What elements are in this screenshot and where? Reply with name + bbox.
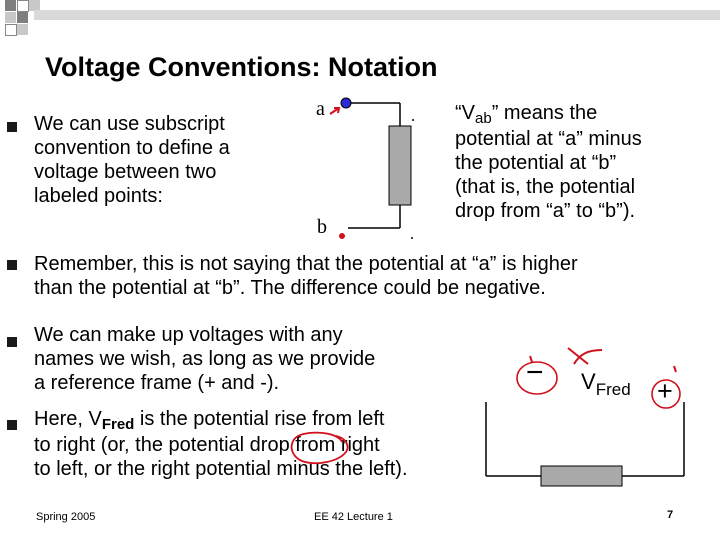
bullet-4-rest: is the potential rise from left xyxy=(134,408,385,430)
vfred-label xyxy=(581,369,631,399)
decor-square xyxy=(17,12,28,23)
bullet-3-line: We can make up voltages with any xyxy=(34,324,343,346)
bullet-3-text xyxy=(34,323,375,395)
bullet-marker xyxy=(7,337,17,347)
header-rule xyxy=(34,10,720,20)
ink-tick xyxy=(674,366,676,372)
stray-dot xyxy=(412,119,414,121)
circuit-vfred-diagram xyxy=(480,330,715,500)
vfred-v: V xyxy=(581,369,596,394)
vab-line-1 xyxy=(455,101,642,127)
vab-explanation xyxy=(455,101,642,223)
vab-means: ” means the xyxy=(491,102,598,124)
decor-square xyxy=(5,12,16,23)
bullet-marker xyxy=(7,122,17,132)
bullet-3-line: names we wish, as long as we provide xyxy=(34,348,376,370)
ink-dot-b xyxy=(339,233,345,239)
resistor xyxy=(389,126,411,205)
bullet-2-line: Remember, this is not saying that the potential at “a” is higher xyxy=(34,253,578,275)
bullet-1-line: convention to define a xyxy=(34,137,230,159)
node-a-label: a xyxy=(316,98,325,120)
circuit-vfred-wires xyxy=(486,402,684,476)
vab-line: (that is, the potential xyxy=(455,176,636,198)
bullet-4-prefix: Here, V xyxy=(34,408,102,430)
bullet-1-text xyxy=(34,112,230,208)
vfred-subscript: Fred xyxy=(101,416,135,433)
stray-dot xyxy=(411,237,413,239)
bullet-2-text xyxy=(34,252,578,300)
footer-course: EE 42 Lecture 1 xyxy=(314,511,393,523)
decor-square xyxy=(17,24,28,35)
bullet-marker xyxy=(7,260,17,270)
bullet-4-line: to left, or the right potential minus the left). xyxy=(34,458,408,480)
bullet-1-line: voltage between two xyxy=(34,161,217,183)
decor-square xyxy=(5,0,16,11)
vfred-label-subscript: Fred xyxy=(595,380,631,399)
vab-subscript: ab xyxy=(475,110,492,127)
ink-circle-annotation xyxy=(286,428,356,468)
decor-square xyxy=(5,24,17,36)
bullet-3-line: a reference frame (+ and -). xyxy=(34,372,280,394)
footer-date: Spring 2005 xyxy=(36,511,96,523)
vab-open-quote: “V xyxy=(455,102,475,124)
decor-square xyxy=(17,0,29,12)
node-a-terminal xyxy=(341,98,351,108)
ink-arrow-mark xyxy=(330,108,339,114)
minus-sign: − xyxy=(526,356,544,389)
page-number: 7 xyxy=(667,509,674,521)
bullet-1-line: We can use subscript xyxy=(34,113,225,135)
resistor xyxy=(541,466,622,486)
bullet-1-line: labeled points: xyxy=(34,185,163,207)
slide-title: Voltage Conventions: Notation xyxy=(45,52,438,82)
bullet-2-line: than the potential at “b”. The difference could be negative. xyxy=(34,277,546,299)
bullet-marker xyxy=(7,420,17,430)
vab-line: potential at “a” minus xyxy=(455,128,642,150)
node-b-label: b xyxy=(317,216,327,238)
bullet-4-line: to right (or, the potential drop from right xyxy=(34,434,380,456)
vab-line: the potential at “b” xyxy=(455,152,617,174)
plus-sign: + xyxy=(657,376,673,406)
vab-line: drop from “a” to “b”). xyxy=(455,200,636,222)
